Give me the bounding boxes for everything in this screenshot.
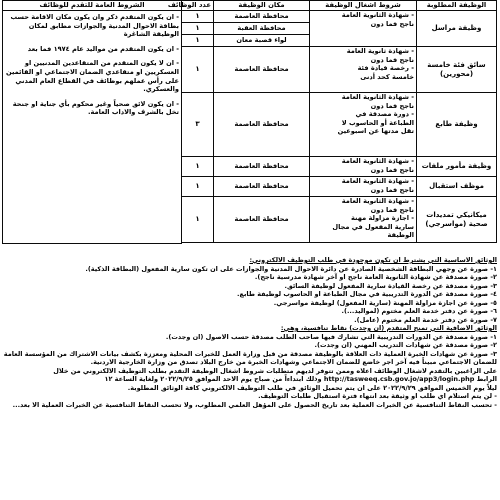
job-title: سائق فئة خامسة (محورين) (417, 47, 497, 93)
job-title: وظيفة مأمور ملفات (417, 157, 497, 177)
table-header-row (3, 1, 497, 11)
basic-document-item: ٣- صورة مصدقة عن رخصة القيادة سارية المفعول لوظيفة السائق. (284, 281, 497, 290)
general-condition-item: - ان يكون لائق صحياً وغير محكوم بأي جناية او جنحة تخل بالشرف والاداب العامة. (12, 99, 179, 117)
general-condition-item: - ان يكون المتقدم من مواليد عام ١٩٧٤ فما بعد (27, 44, 179, 53)
job-count: ١ (182, 157, 214, 177)
job-count: ٣ (182, 93, 214, 157)
job-conditions: - شهادة الثانوية العامة ناجح فما دون (310, 157, 417, 177)
basic-document-item: ٥- صورة عن اجازة مزاولة المهنة (سارية المفعول) لوظيفة مواسرجي. (273, 298, 497, 307)
basic-document-item: ٢- صورة مصدقة عن شهادة الثانوية العامة ناجح او آخر شهادة مدرسية ناجح). (254, 273, 497, 281)
job-title: موظف استقبال (417, 177, 497, 197)
basic-document-item: ٧- صورة عن دفتر خدمة العلم مختوم (عامل). (354, 315, 497, 324)
job-location: محافظة العاصمة (214, 177, 310, 197)
job-conditions: - شهادة ثانوية العامة ناجح فما دون - رخصة قيادة فئة خامسة كحد أدنى (310, 47, 417, 93)
job-conditions: - شهادة الثانوية العامة ناجح فما دون - اجازة مزاولة مهنة سارية المفعول في مجال الوظيفة (310, 197, 417, 243)
header-location: مكان الوظيفة (214, 1, 310, 11)
job-location: محافظة العاصمة (214, 93, 310, 157)
basic-document-item: ٤- صورة مصدقة عن الدورة التدريبية في مجال الطباعة او الحاسوب لوظيفة طابع. (237, 290, 497, 298)
basic-documents-section (3, 256, 497, 409)
job-location: محافظة العاصمة (214, 197, 310, 243)
header-count: عدد الوظائف (182, 1, 214, 11)
job-location: محافظة العاصمة (214, 11, 310, 23)
job-location: محافظة العاصمة (214, 157, 310, 177)
general-condition-item: - ان يكون المتقدم ذكر وان يكون مكان الاقامة حسب بطاقة الاحوال المدنية والجوازات مطابق لمكان الوظيفة الشاغرة (10, 13, 179, 39)
job-location: لواء قصبة معان (214, 35, 310, 47)
job-count: ١ (182, 23, 214, 35)
jobs-table (2, 0, 497, 244)
basic-documents-heading: الوثائق الاساسية التي يشترط ان تكون موجودة في طلب التوظيف الالكتروني: (249, 256, 497, 264)
extra-document-item: ٣- صورة عن شهادات الخبرة العملية ذات العلاقة بالوظيفة مصدقة من قبل وزارة العمل للخبرات المحلية ومعززة بكشف بيانات الاشتراك من المؤسسة العامة للضمان الاجتماعي مبيناً فيه آخر اجر خاضع للضمان الاجتماعي وشهادات الخبرة من خارج البلاد تصدق من وزارة الخارجية الاردنية. (3, 349, 497, 366)
job-title: وظيفة طابع (417, 93, 497, 157)
job-title: ميكانيكي تمديدات صحية (مواسرجي) (417, 197, 497, 243)
job-title: وظيفة مراسل (417, 11, 497, 47)
basic-document-item: ١- صورة عن وجهي البطاقة الشخصية الصادرة عن دائرة الاحوال المدنية والجوازات على ان تكون سارية المفعول (البطاقة الذكية). (85, 264, 497, 273)
header-conditions: شروط اشغال الوظيفة (310, 1, 417, 11)
extra-document-item: ٢- صورة مصدقة عن شهادات التدريب المهني (ان وجدت). (314, 341, 497, 349)
basic-document-item: ٦- صورة عن دفتر خدمة العلم مختوم (لمواليد...). (341, 307, 497, 315)
apply-link-line[interactable]: الرابط http://tasweeq.csb.gov.jo/app3/login.php وذلك ابتداءاً من صباح يوم الاحد الموافق ٢٠٢٢/٩/٢٥ ولغاية الساعة ١٢ (104, 375, 497, 383)
general-condition-item: - ان لا يكون المتقدم من المتقاعدين المدنيين او العسكريين او متقاعدي الضمان الاجتماعي او القائمين على رأس عملهم بوظائف في القطاع العام المدني والعسكري. (6, 59, 179, 94)
apply-instruction-line: على الراغبين بالتقدم لاشغال الوظائف اعلاه وممن تتوفر لديهم متطلبات شروط اشغال الوظيفة التقدم بطلب التوظيف الالكتروني من خلال (53, 366, 497, 375)
job-conditions: - شهادة الثانوية العامة ناجح فما دون (310, 11, 417, 47)
header-title: الوظيفة المطلوبة (417, 1, 497, 11)
extra-document-item: ١- صورة مصدقة عن الدورات التدريبية التي تشارك فيها صاحب الطلب مصدقة حسب الاصول (ان وجدت). (165, 332, 497, 341)
job-count: ١ (182, 197, 214, 243)
table-row (3, 11, 497, 23)
general-conditions (3, 11, 182, 244)
job-location: محافظة العقبة (214, 23, 310, 35)
job-count: ١ (182, 47, 214, 93)
job-location: محافظة العاصمة (214, 47, 310, 93)
apply-instruction-line: - تحسب النقاط التنافسية عن الخبرات العملية بعد تاريخ الحصول على المؤهل العلمي المطلوب، ولا تحسب النقاط التنافسية عن الخبرات العملية الا بعد... (12, 400, 497, 409)
apply-instruction-line: ليلاً يوم الخميس الموافق ٢٠٢٢/٩/٢٩ على ان يتم تحميل الوثائق في طلب التوظيف الالكتروني كافة الوثائق المطلوبة. (127, 383, 497, 392)
job-count: ١ (182, 177, 214, 197)
extra-documents-heading: الوثائق الاضافية التي تمنح المتقدم (ان وجدت) نقاط تنافسية، وهي: (280, 324, 497, 332)
apply-instruction-line: - لن يتم استلام اي طلب او وثيقة بعد انتهاء فترة استقبال طلبات التوظيف. (258, 392, 497, 400)
job-count: ١ (182, 35, 214, 47)
job-count: ١ (182, 11, 214, 23)
job-conditions: - شهادة الثانوية العامة ناجح فما دون - دورة مصدقة في الطباعة أو الحاسوب لا تقل مدتها عن اسبوعين (310, 93, 417, 157)
job-conditions: - شهادة الثانوية العامة ناجح فما دون (310, 177, 417, 197)
header-general: الشروط العامة للتقدم للوظائف (3, 1, 182, 11)
